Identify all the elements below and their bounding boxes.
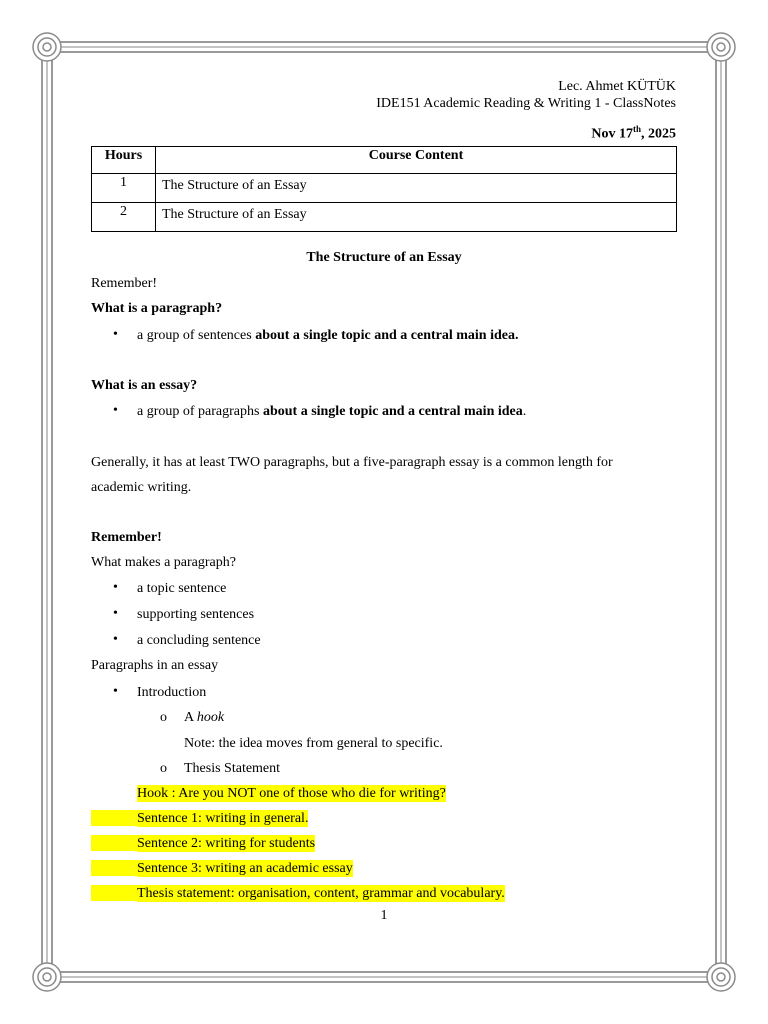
highlight-sentence-3: Sentence 3: writing an academic essay: [137, 861, 353, 876]
generally-text-line2: academic writing.: [91, 480, 192, 495]
date-suffix: th: [632, 124, 641, 134]
paragraphs-in-essay: Paragraphs in an essay: [91, 658, 219, 673]
table-row: [92, 174, 677, 203]
generally-text-line1: Generally, it has at least TWO paragraphs, but a five-paragraph essay is a common length for: [91, 455, 613, 470]
hook-item: [184, 709, 224, 726]
table-header-row: [92, 147, 677, 174]
highlight-hook: Hook : Are you NOT one of those who die for writing?: [137, 786, 446, 801]
bullet-icon: •: [113, 580, 118, 595]
bullet-icon: •: [113, 403, 118, 418]
remember-label: Remember!: [91, 276, 158, 291]
highlight-indent: [91, 885, 137, 901]
essay-definition-end: .: [522, 404, 527, 419]
essay-definition: [137, 403, 526, 420]
remember-heading: Remember!: [91, 530, 162, 545]
class-date: [591, 121, 676, 143]
list-item: a concluding sentence: [137, 633, 261, 648]
highlight-sentence-1: Sentence 1: writing in general.: [137, 811, 309, 826]
note-text: Note: the idea moves from general to specific.: [184, 736, 443, 751]
document-title: The Structure of an Essay: [306, 250, 462, 265]
essay-definition-bold: about a single topic and a central main idea: [262, 404, 523, 419]
corner-ornament-tl: [33, 33, 61, 61]
essay-definition-plain: a group of paragraphs: [137, 404, 263, 419]
corner-ornament-bl: [33, 963, 61, 991]
highlight-indent: [91, 860, 137, 876]
cell-content: The Structure of an Essay: [156, 203, 677, 232]
sub-bullet-icon: o: [160, 761, 167, 776]
paragraph-definition: [137, 327, 518, 344]
course-table: [91, 146, 677, 232]
page-number: 1: [380, 908, 388, 923]
question-paragraph: What is a paragraph?: [91, 301, 223, 316]
lecturer-name: Lec. Ahmet KÜTÜK: [558, 79, 676, 94]
highlight-indent: [91, 835, 137, 851]
thesis-item: Thesis Statement: [184, 761, 281, 776]
bullet-icon: •: [113, 684, 118, 699]
corner-ornament-br: [707, 963, 735, 991]
cell-hours: 1: [92, 174, 156, 203]
bullet-icon: •: [113, 632, 118, 647]
corner-ornament-tr: [707, 33, 735, 61]
question-essay: What is an essay?: [91, 378, 198, 393]
what-makes-paragraph: What makes a paragraph?: [91, 555, 236, 570]
date-main: Nov 17: [591, 126, 633, 142]
paragraph-definition-bold: about a single topic and a central main idea.: [255, 328, 519, 343]
bullet-icon: •: [113, 327, 118, 342]
bullet-icon: •: [113, 606, 118, 621]
date-year: , 2025: [641, 126, 676, 142]
cell-hours: 2: [92, 203, 156, 232]
introduction-item: Introduction: [137, 685, 207, 700]
highlight-indent: [91, 810, 137, 826]
hook-prefix: A: [184, 710, 197, 725]
table-row: [92, 203, 677, 232]
sub-bullet-icon: o: [160, 710, 167, 725]
course-title: IDE151 Academic Reading & Writing 1 - ClassNotes: [376, 96, 676, 111]
highlight-sentence-2: Sentence 2: writing for students: [137, 836, 316, 851]
highlight-thesis: Thesis statement: organisation, content, grammar and vocabulary.: [137, 886, 505, 901]
column-header-content: Course Content: [156, 147, 677, 174]
column-header-hours: Hours: [92, 147, 156, 174]
hook-italic: hook: [196, 710, 225, 725]
cell-content: The Structure of an Essay: [156, 174, 677, 203]
list-item: a topic sentence: [137, 581, 227, 596]
paragraph-definition-plain: a group of sentences: [137, 328, 256, 343]
list-item: supporting sentences: [137, 607, 255, 622]
